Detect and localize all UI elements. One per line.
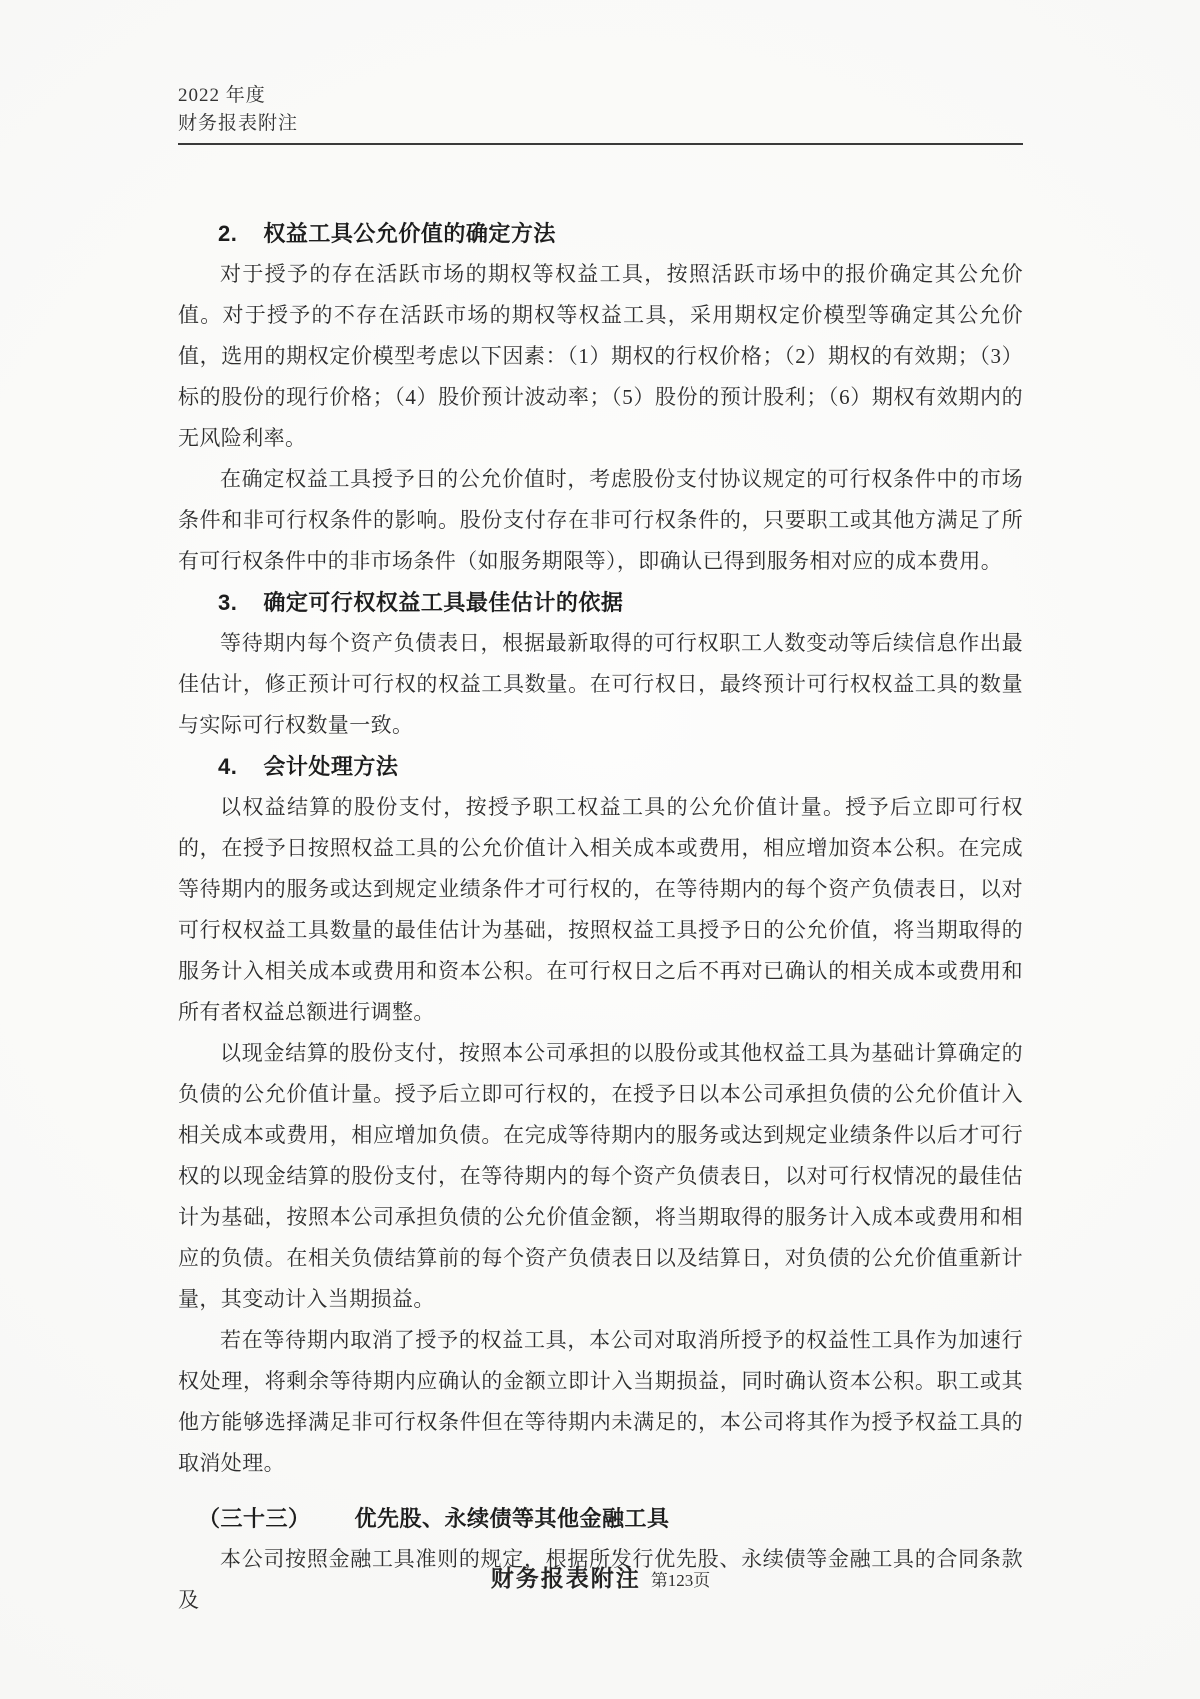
footer-doc-title: 财务报表附注 bbox=[490, 1565, 641, 1591]
page-footer bbox=[178, 1560, 1023, 1593]
section-heading-title: 优先股、永续债等其他金融工具 bbox=[354, 1506, 670, 1531]
section-heading-title: 权益工具公允价值的确定方法 bbox=[263, 221, 556, 246]
section-heading-9 bbox=[178, 1498, 1023, 1539]
page-header bbox=[178, 0, 1023, 145]
body-paragraph-4: 等待期内每个资产负债表日，根据最新取得的可行权职工人数变动等后续信息作出最佳估计，修正预计可行权的权益工具数量。在可行权日，最终预计可行权权益工具的数量与实际可行权数量一致。 bbox=[178, 631, 1023, 737]
section-heading-0 bbox=[178, 213, 1023, 254]
body-paragraph-7: 以现金结算的股份支付，按照本公司承担的以股份或其他权益工具为基础计算确定的负债的公允价值计量。授予后立即可行权的，在授予日以本公司承担负债的公允价值计入相关成本或费用，相应增加负债。在完成等待期内的服务或达到规定业绩条件以后才可行权的以现金结算的股份支付，在等待期内的每个资产负债表日，以对可行权情况的最佳估计为基础，按照本公司承担负债的公允价值金额，将当期取得的服务计入成本或费用和相应的负债。在相关负债结算前的每个资产负债表日以及结算日，对负债的公允价值重新计量，其变动计入当期损益。 bbox=[178, 1041, 1023, 1311]
header-doc-title-line: 财务报表附注 bbox=[178, 113, 299, 134]
body-paragraph-10: 本公司按照金融工具准则的规定，根据所发行优先股、永续债等金融工具的合同条款及 bbox=[178, 1547, 1023, 1612]
section-heading-number: 3. bbox=[218, 590, 238, 615]
body-paragraph-8: 若在等待期内取消了授予的权益工具，本公司对取消所授予的权益性工具作为加速行权处理，将剩余等待期内应确认的金额立即计入当期损益，同时确认资本公积。职工或其他方能够选择满足非可行权条件但在等待期内未满足的，本公司将其作为授予权益工具的取消处理。 bbox=[178, 1328, 1023, 1475]
header-year-line: 2022 年度 bbox=[178, 85, 266, 106]
section-heading-title: 会计处理方法 bbox=[263, 754, 399, 779]
body-paragraph-6: 以权益结算的股份支付，按授予职工权益工具的公允价值计量。授予后立即可行权的，在授予日按照权益工具的公允价值计入相关成本或费用，相应增加资本公积。在完成等待期内的服务或达到规定业绩条件才可行权的，在等待期内的每个资产负债表日，以对可行权权益工具数量的最佳估计为基础，按照权益工具授予日的公允价值，将当期取得的服务计入相关成本或费用和资本公积。在可行权日之后不再对已确认的相关成本或费用和所有者权益总额进行调整。 bbox=[178, 795, 1023, 1024]
section-heading-number: 2. bbox=[218, 221, 238, 246]
header-divider bbox=[178, 143, 1023, 145]
section-heading-3 bbox=[178, 582, 1023, 623]
section-heading-title: 确定可行权权益工具最佳估计的依据 bbox=[263, 590, 624, 615]
section-heading-number: （三十三） bbox=[198, 1506, 311, 1531]
document-body bbox=[178, 213, 1023, 1621]
body-paragraph-1: 对于授予的存在活跃市场的期权等权益工具，按照活跃市场中的报价确定其公允价值。对于授予的不存在活跃市场的期权等权益工具，采用期权定价模型等确定其公允价值，选用的期权定价模型考虑以下因素：（1）期权的行权价格；（2）期权的有效期；（3）标的股份的现行价格；（4）股价预计波动率；（5）股份的预计股利；（6）期权有效期内的无风险利率。 bbox=[178, 262, 1023, 450]
section-heading-5 bbox=[178, 746, 1023, 787]
body-paragraph-2: 在确定权益工具授予日的公允价值时，考虑股份支付协议规定的可行权条件中的市场条件和非可行权条件的影响。股份支付存在非可行权条件的，只要职工或其他方满足了所有可行权条件中的非市场条件（如服务期限等），即确认已得到服务相对应的成本费用。 bbox=[178, 467, 1023, 573]
footer-page-number: 第123页 bbox=[650, 1571, 711, 1590]
section-heading-number: 4. bbox=[218, 754, 238, 779]
